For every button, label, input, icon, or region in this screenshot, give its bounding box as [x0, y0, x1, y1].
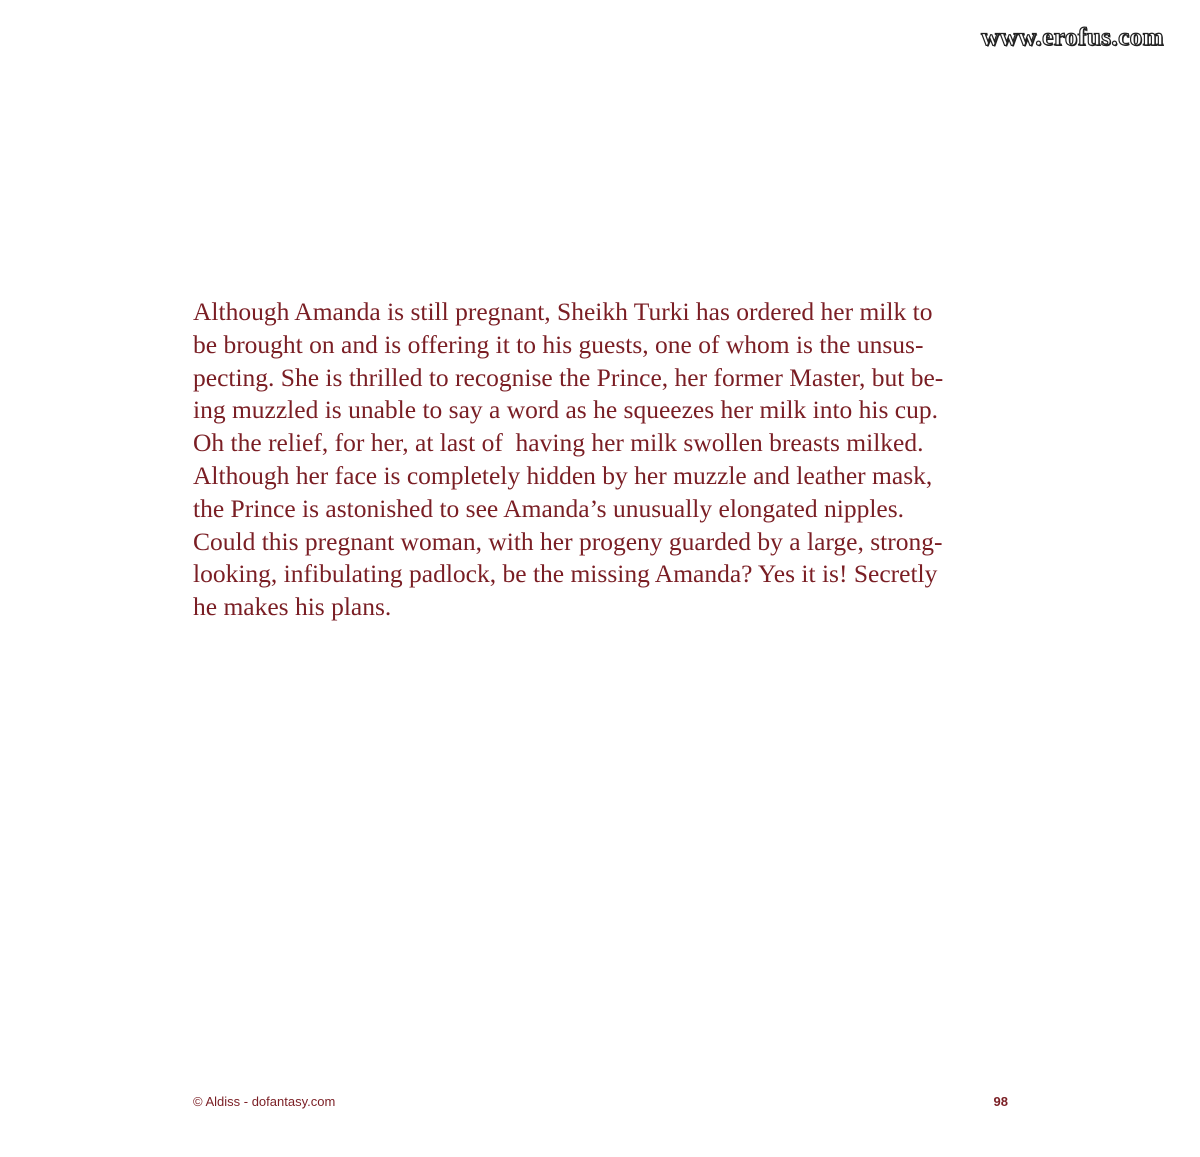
paragraph-line: Although Amanda is still pregnant, Sheikh Turki has ordered her milk to: [193, 297, 933, 326]
paragraph-line: Could this pregnant woman, with her progeny guarded by a large, strong-: [193, 526, 943, 556]
story-paragraph: [193, 296, 1023, 624]
paragraph-line: pecting. She is thrilled to recognise the Prince, her former Master, but be-: [193, 362, 944, 392]
paragraph-line: the Prince is astonished to see Amanda’s unusually elongated nipples.: [193, 493, 905, 523]
paragraph-line: ing muzzled is unable to say a word as he squeezes her milk into his cup.: [193, 395, 938, 425]
paragraph-line: be brought on and is offering it to his guests, one of whom is the unsus-: [193, 329, 924, 359]
paragraph-line: Although her face is completely hidden by her muzzle and leather mask,: [193, 460, 933, 490]
footer-copyright: © Aldiss - dofantasy.com: [193, 1094, 336, 1109]
paragraph-line: looking, infibulating padlock, be the missing Amanda? Yes it is! Secretly: [193, 559, 938, 589]
site-watermark: www.erofus.com: [981, 24, 1164, 51]
paragraph-line: he makes his plans.: [193, 592, 392, 622]
page-number: 98: [993, 1094, 1008, 1109]
paragraph-line: Oh the relief, for her, at last of having her milk swollen breasts milked.: [193, 428, 924, 458]
